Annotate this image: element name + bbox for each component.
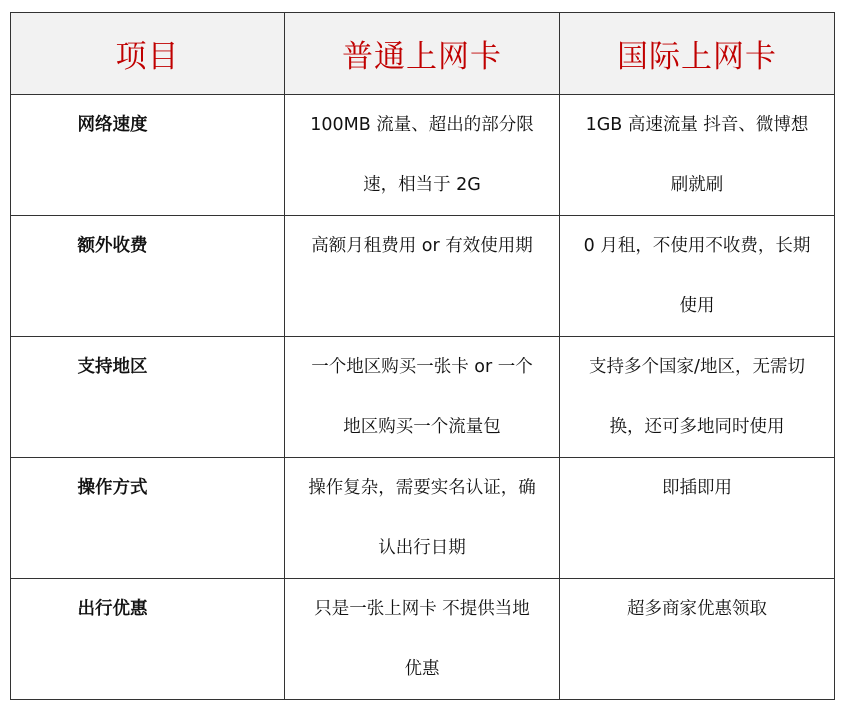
header-item: 项目 <box>11 13 285 95</box>
table-row-travel-offers <box>11 579 835 700</box>
row-label: 操作方式 <box>11 458 285 579</box>
normal-card-cell <box>285 337 560 458</box>
cell-line: 100MB 流量、超出的部分限 <box>310 115 534 135</box>
normal-card-cell <box>285 458 560 579</box>
table-row-operation <box>11 458 835 579</box>
header-intl-card: 国际上网卡 <box>560 13 835 95</box>
row-label: 网络速度 <box>11 95 285 216</box>
cell-line: 高额月租费用 or 有效使用期 <box>311 236 533 256</box>
row-label: 出行优惠 <box>11 579 285 700</box>
cell-line: 认出行日期 <box>378 538 466 558</box>
cell-line: 超多商家优惠领取 <box>627 599 767 619</box>
cell-line: 使用 <box>679 296 715 316</box>
cell-line: 0 月租，不使用不收费，长期 <box>583 236 811 256</box>
row-label: 额外收费 <box>11 216 285 337</box>
cell-line: 换，还可多地同时使用 <box>609 417 785 437</box>
normal-card-cell <box>285 216 560 337</box>
cell-line: 1GB 高速流量 抖音、微博想 <box>585 115 809 135</box>
cell-line: 一个地区购买一张卡 or 一个 <box>311 357 533 377</box>
table-row-supported-regions <box>11 337 835 458</box>
table-row-network-speed <box>11 95 835 216</box>
row-label: 支持地区 <box>11 337 285 458</box>
comparison-table <box>10 12 835 700</box>
intl-card-cell <box>560 337 835 458</box>
table-header-row <box>11 13 835 95</box>
cell-line: 支持多个国家/地区，无需切 <box>589 357 805 377</box>
intl-card-cell <box>560 458 835 579</box>
cell-line: 操作复杂，需要实名认证，确 <box>308 478 536 498</box>
cell-line: 优惠 <box>404 659 440 679</box>
cell-line: 刷就刷 <box>670 175 724 195</box>
cell-line: 地区购买一个流量包 <box>343 417 501 437</box>
table-row-extra-fees <box>11 216 835 337</box>
cell-line: 速，相当于 2G <box>363 175 481 195</box>
header-normal-card: 普通上网卡 <box>285 13 560 95</box>
intl-card-cell <box>560 95 835 216</box>
normal-card-cell <box>285 95 560 216</box>
intl-card-cell <box>560 579 835 700</box>
cell-line: 只是一张上网卡 不提供当地 <box>314 599 530 619</box>
cell-line: 即插即用 <box>662 478 732 498</box>
normal-card-cell <box>285 579 560 700</box>
intl-card-cell <box>560 216 835 337</box>
